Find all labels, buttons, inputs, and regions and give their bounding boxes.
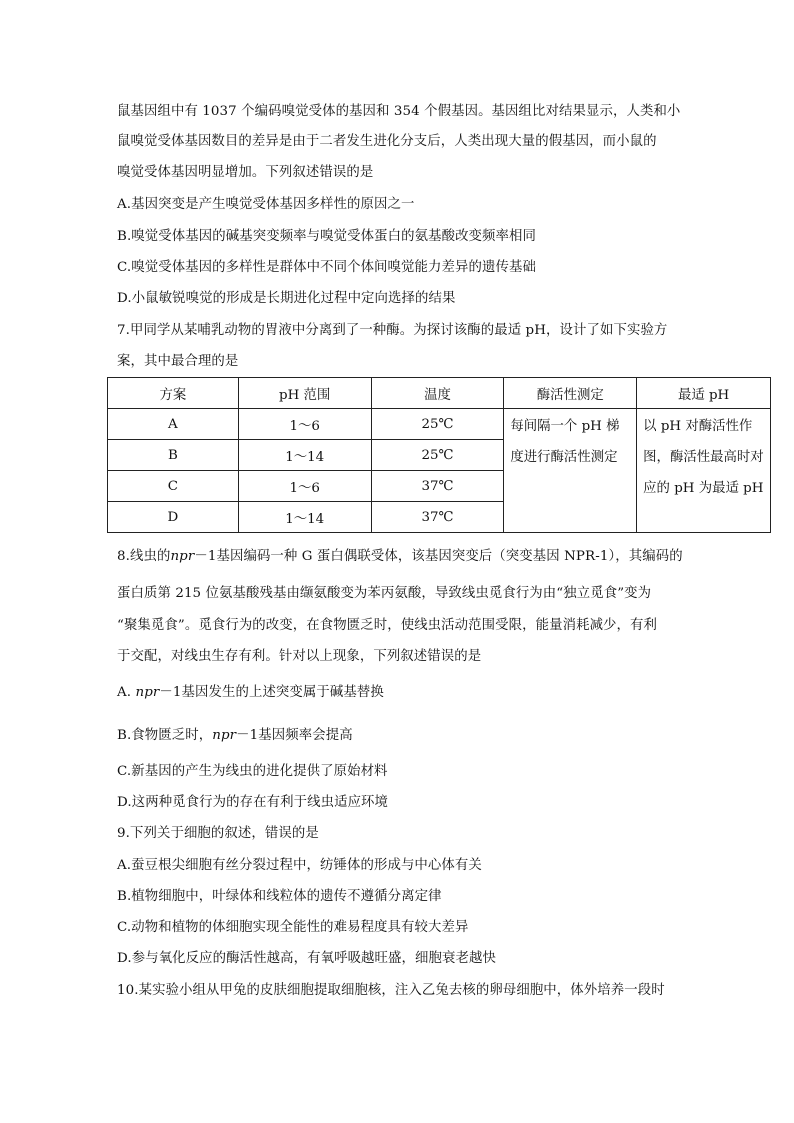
table-cell: D xyxy=(108,502,239,533)
table-cell: 1～6 xyxy=(238,471,371,502)
table-cell: 25℃ xyxy=(371,440,504,471)
table-header-cell: 方案 xyxy=(108,378,239,409)
table-cell: B xyxy=(108,440,239,471)
table-header-cell: 温度 xyxy=(371,378,504,409)
q8-stem-line-4: 于交配，对线虫生存有利。针对以上现象，下列叙述错误的是 xyxy=(117,649,482,664)
q8-option-d: D.这两种觅食行为的存在有利于线虫适应环境 xyxy=(117,795,389,810)
q9-stem: 9.下列关于细胞的叙述，错误的是 xyxy=(117,826,319,841)
table-cell: 25℃ xyxy=(371,409,504,440)
table-row xyxy=(108,409,771,440)
table-header-cell: pH 范围 xyxy=(238,378,371,409)
gene-name: npr xyxy=(135,685,160,700)
q7-stem-line-1: 7.甲同学从某哺乳动物的胃液中分离到了一种酶。为探讨该酶的最适 pH，设计了如下实验方 xyxy=(117,323,668,338)
table-cell: 1～6 xyxy=(238,409,371,440)
option-text: －1基因频率会提高 xyxy=(236,728,353,743)
q9-option-b: B.植物细胞中，叶绿体和线粒体的遗传不遵循分离定律 xyxy=(117,889,442,904)
table-header-row xyxy=(108,378,771,409)
activity-note-cell: 每间隔一个 pH 梯度进行酶活性测定 xyxy=(504,409,637,533)
gene-name: npr xyxy=(170,549,195,564)
q10-stem-line-1: 10.某实验小组从甲兔的皮肤细胞提取细胞核，注入乙兔去核的卵母细胞中，体外培养一段时 xyxy=(117,983,665,998)
table-cell: 1～14 xyxy=(238,502,371,533)
q8-stem-line-1 xyxy=(117,548,683,566)
q8-number: 8.线虫的 xyxy=(117,549,171,564)
q8-stem-line-3: “聚集觅食”。觅食行为的改变，在食物匮乏时，使线虫活动范围受限，能量消耗减少，有利 xyxy=(117,618,658,633)
q6-stem-line-3: 嗅觉受体基因明显增加。下列叙述错误的是 xyxy=(117,165,374,180)
table-cell: C xyxy=(108,471,239,502)
q6-stem-line-1: 鼠基因组中有 1037 个编码嗅觉受体的基因和 354 个假基因。基因组比对结果显示，人类和小 xyxy=(117,104,681,119)
table-cell: 1～14 xyxy=(238,440,371,471)
q8-option-b xyxy=(117,727,353,745)
option-text: －1基因发生的上述突变属于碱基替换 xyxy=(159,685,384,700)
q8-stem-text: －1基因编码一种 G 蛋白偶联受体，该基因突变后（突变基因 NPR-1），其编码的 xyxy=(194,549,683,564)
q6-option-d: D.小鼠敏锐嗅觉的形成是长期进化过程中定向选择的结果 xyxy=(117,291,456,306)
optimum-note-cell: 以 pH 对酶活性作图，酶活性最高时对应的 pH 为最适 pH xyxy=(637,409,771,533)
table-cell: 37℃ xyxy=(371,471,504,502)
table-header-cell: 最适 pH xyxy=(637,378,771,409)
option-text: B.食物匮乏时， xyxy=(117,728,213,743)
q6-option-b: B.嗅觉受体基因的碱基突变频率与嗅觉受体蛋白的氨基酸改变频率相同 xyxy=(117,229,537,244)
q8-option-c: C.新基因的产生为线虫的进化提供了原始材料 xyxy=(117,764,388,779)
q6-stem-line-2: 鼠嗅觉受体基因数目的差异是由于二者发生进化分支后，人类出现大量的假基因，而小鼠的 xyxy=(117,134,657,149)
q6-option-a: A.基因突变是产生嗅觉受体基因多样性的原因之一 xyxy=(117,197,415,212)
q7-experiment-table xyxy=(107,377,771,533)
q6-option-c: C.嗅觉受体基因的多样性是群体中不同个体间嗅觉能力差异的遗传基础 xyxy=(117,260,536,275)
table-cell: A xyxy=(108,409,239,440)
q8-option-a xyxy=(117,684,384,702)
table-header-cell: 酶活性测定 xyxy=(504,378,637,409)
q8-stem-line-2: 蛋白质第 215 位氨基酸残基由缬氨酸变为苯丙氨酸，导致线虫觅食行为由“独立觅食”变为 xyxy=(117,586,652,601)
q9-option-d: D.参与氧化反应的酶活性越高，有氧呼吸越旺盛，细胞衰老越快 xyxy=(117,951,496,966)
q9-option-a: A.蚕豆根尖细胞有丝分裂过程中，纺锤体的形成与中心体有关 xyxy=(117,858,482,873)
q9-option-c: C.动物和植物的体细胞实现全能性的难易程度具有较大差异 xyxy=(117,920,469,935)
option-label: A. xyxy=(117,685,136,700)
gene-name: npr xyxy=(212,728,237,743)
q7-stem-line-2: 案，其中最合理的是 xyxy=(117,354,239,369)
table-cell: 37℃ xyxy=(371,502,504,533)
